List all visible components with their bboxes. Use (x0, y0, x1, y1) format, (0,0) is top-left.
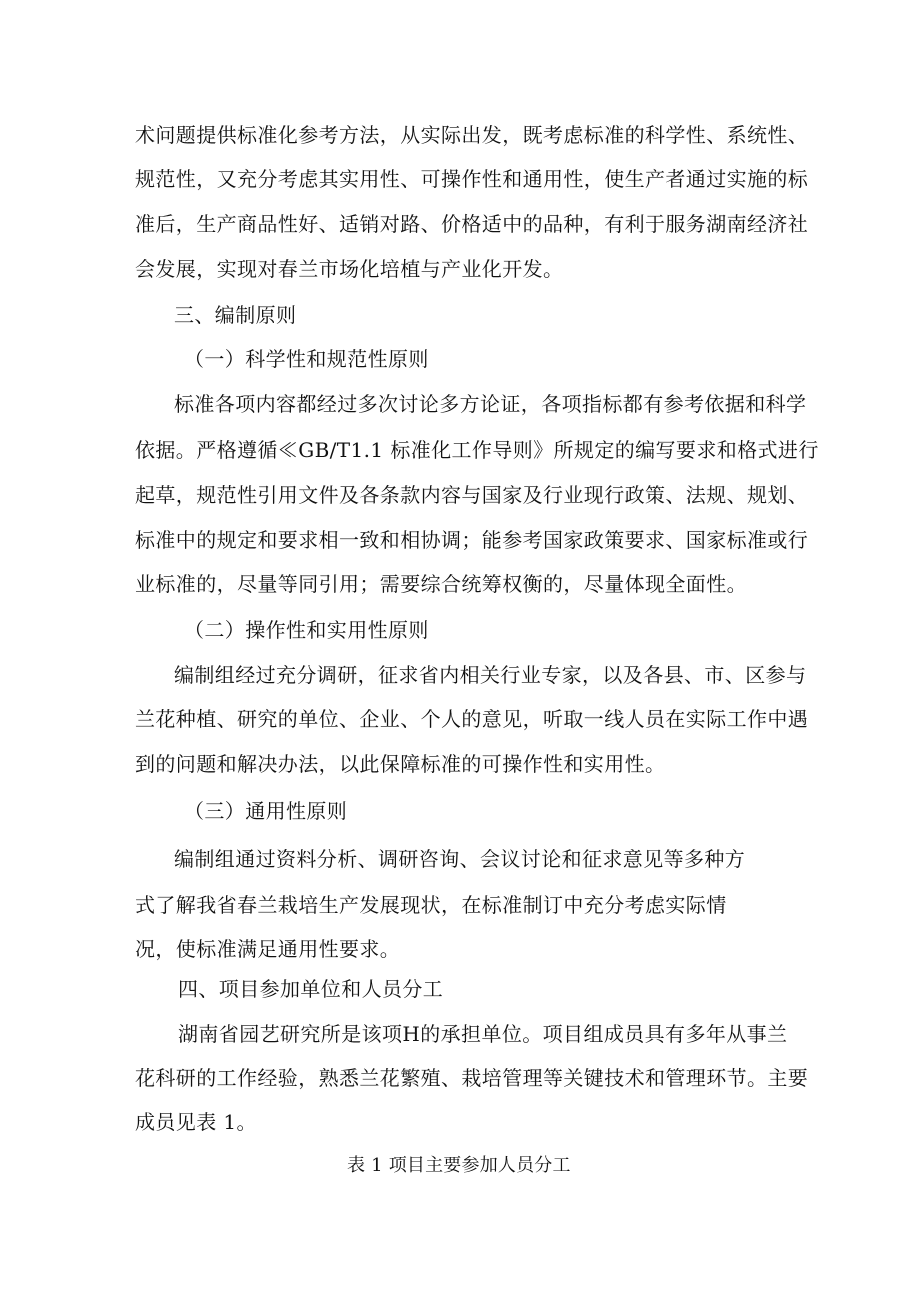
sub2-line-3: 到的问题和解决办法，以此保障标准的可操作性和实用性。 (135, 752, 666, 776)
sub1-line-5: 业标准的，尽量等同引用；需要综合统筹权衡的，尽量体现全面性。 (135, 572, 747, 596)
sub1-line-2: 依据。严格遵循≪GB/T1.1 标准化工作导则》所规定的编写要求和格式进行 (135, 438, 819, 462)
sub1-line-4: 标准中的规定和要求相一致和相协调；能参考国家政策要求、国家标准或行 (135, 528, 809, 552)
sub2-line-2: 兰花种植、研究的单位、企业、个人的意见，听取一线人员在实际工作中遇 (135, 707, 809, 731)
sub3-line-1: 编制组通过资料分析、调研咨询、会议讨论和征求意见等多种方 (174, 847, 746, 871)
intro-line-2: 规范性，又充分考虑其实用性、可操作性和通用性，使生产者通过实施的标 (135, 167, 809, 191)
sub3-line-3: 况，使标准满足通用性要求。 (135, 937, 401, 961)
subsection-heading-operability: （二）操作性和实用性原则 (184, 618, 429, 642)
sub2-line-1: 编制组经过充分调研，征求省内相关行业专家，以及各县、市、区参与 (174, 663, 807, 687)
sec4-line-2: 花科研的工作经验，熟悉兰花繁殖、栽培管理等关键技术和管理环节。主要 (135, 1066, 809, 1090)
sec4-line-3: 成员见表 1。 (135, 1110, 257, 1134)
sub1-line-3: 起草，规范性引用文件及各条款内容与国家及行业现行政策、法规、规划、 (135, 483, 809, 507)
intro-line-1: 术问题提供标准化参考方法，从实际出发，既考虑标准的科学性、系统性、 (135, 123, 809, 147)
subsection-heading-universality: （三）通用性原则 (184, 799, 348, 823)
intro-line-3: 准后，生产商品性好、适销对路、价格适中的品种，有利于服务湖南经济社 (135, 212, 809, 236)
section-heading-participants: 四、项目参加单位和人员分工 (178, 977, 444, 1001)
intro-line-4: 会发展，实现对春兰市场化培植与产业化开发。 (135, 257, 564, 281)
sub3-line-2: 式了解我省春兰栽培生产发展现状，在标准制订中充分考虑实际情 (135, 893, 727, 917)
sub1-line-1: 标准各项内容都经过多次讨论多方论证，各项指标都有参考依据和科学 (174, 392, 807, 416)
sec4-line-1: 湖南省园艺研究所是该项H的承担单位。项目组成员具有多年从事兰 (178, 1022, 788, 1046)
section-heading-compilation-principles: 三、编制原则 (174, 303, 297, 327)
subsection-heading-scientific: （一）科学性和规范性原则 (184, 347, 429, 371)
table-caption: 表 1 项目主要参加人员分工 (347, 1155, 571, 1176)
